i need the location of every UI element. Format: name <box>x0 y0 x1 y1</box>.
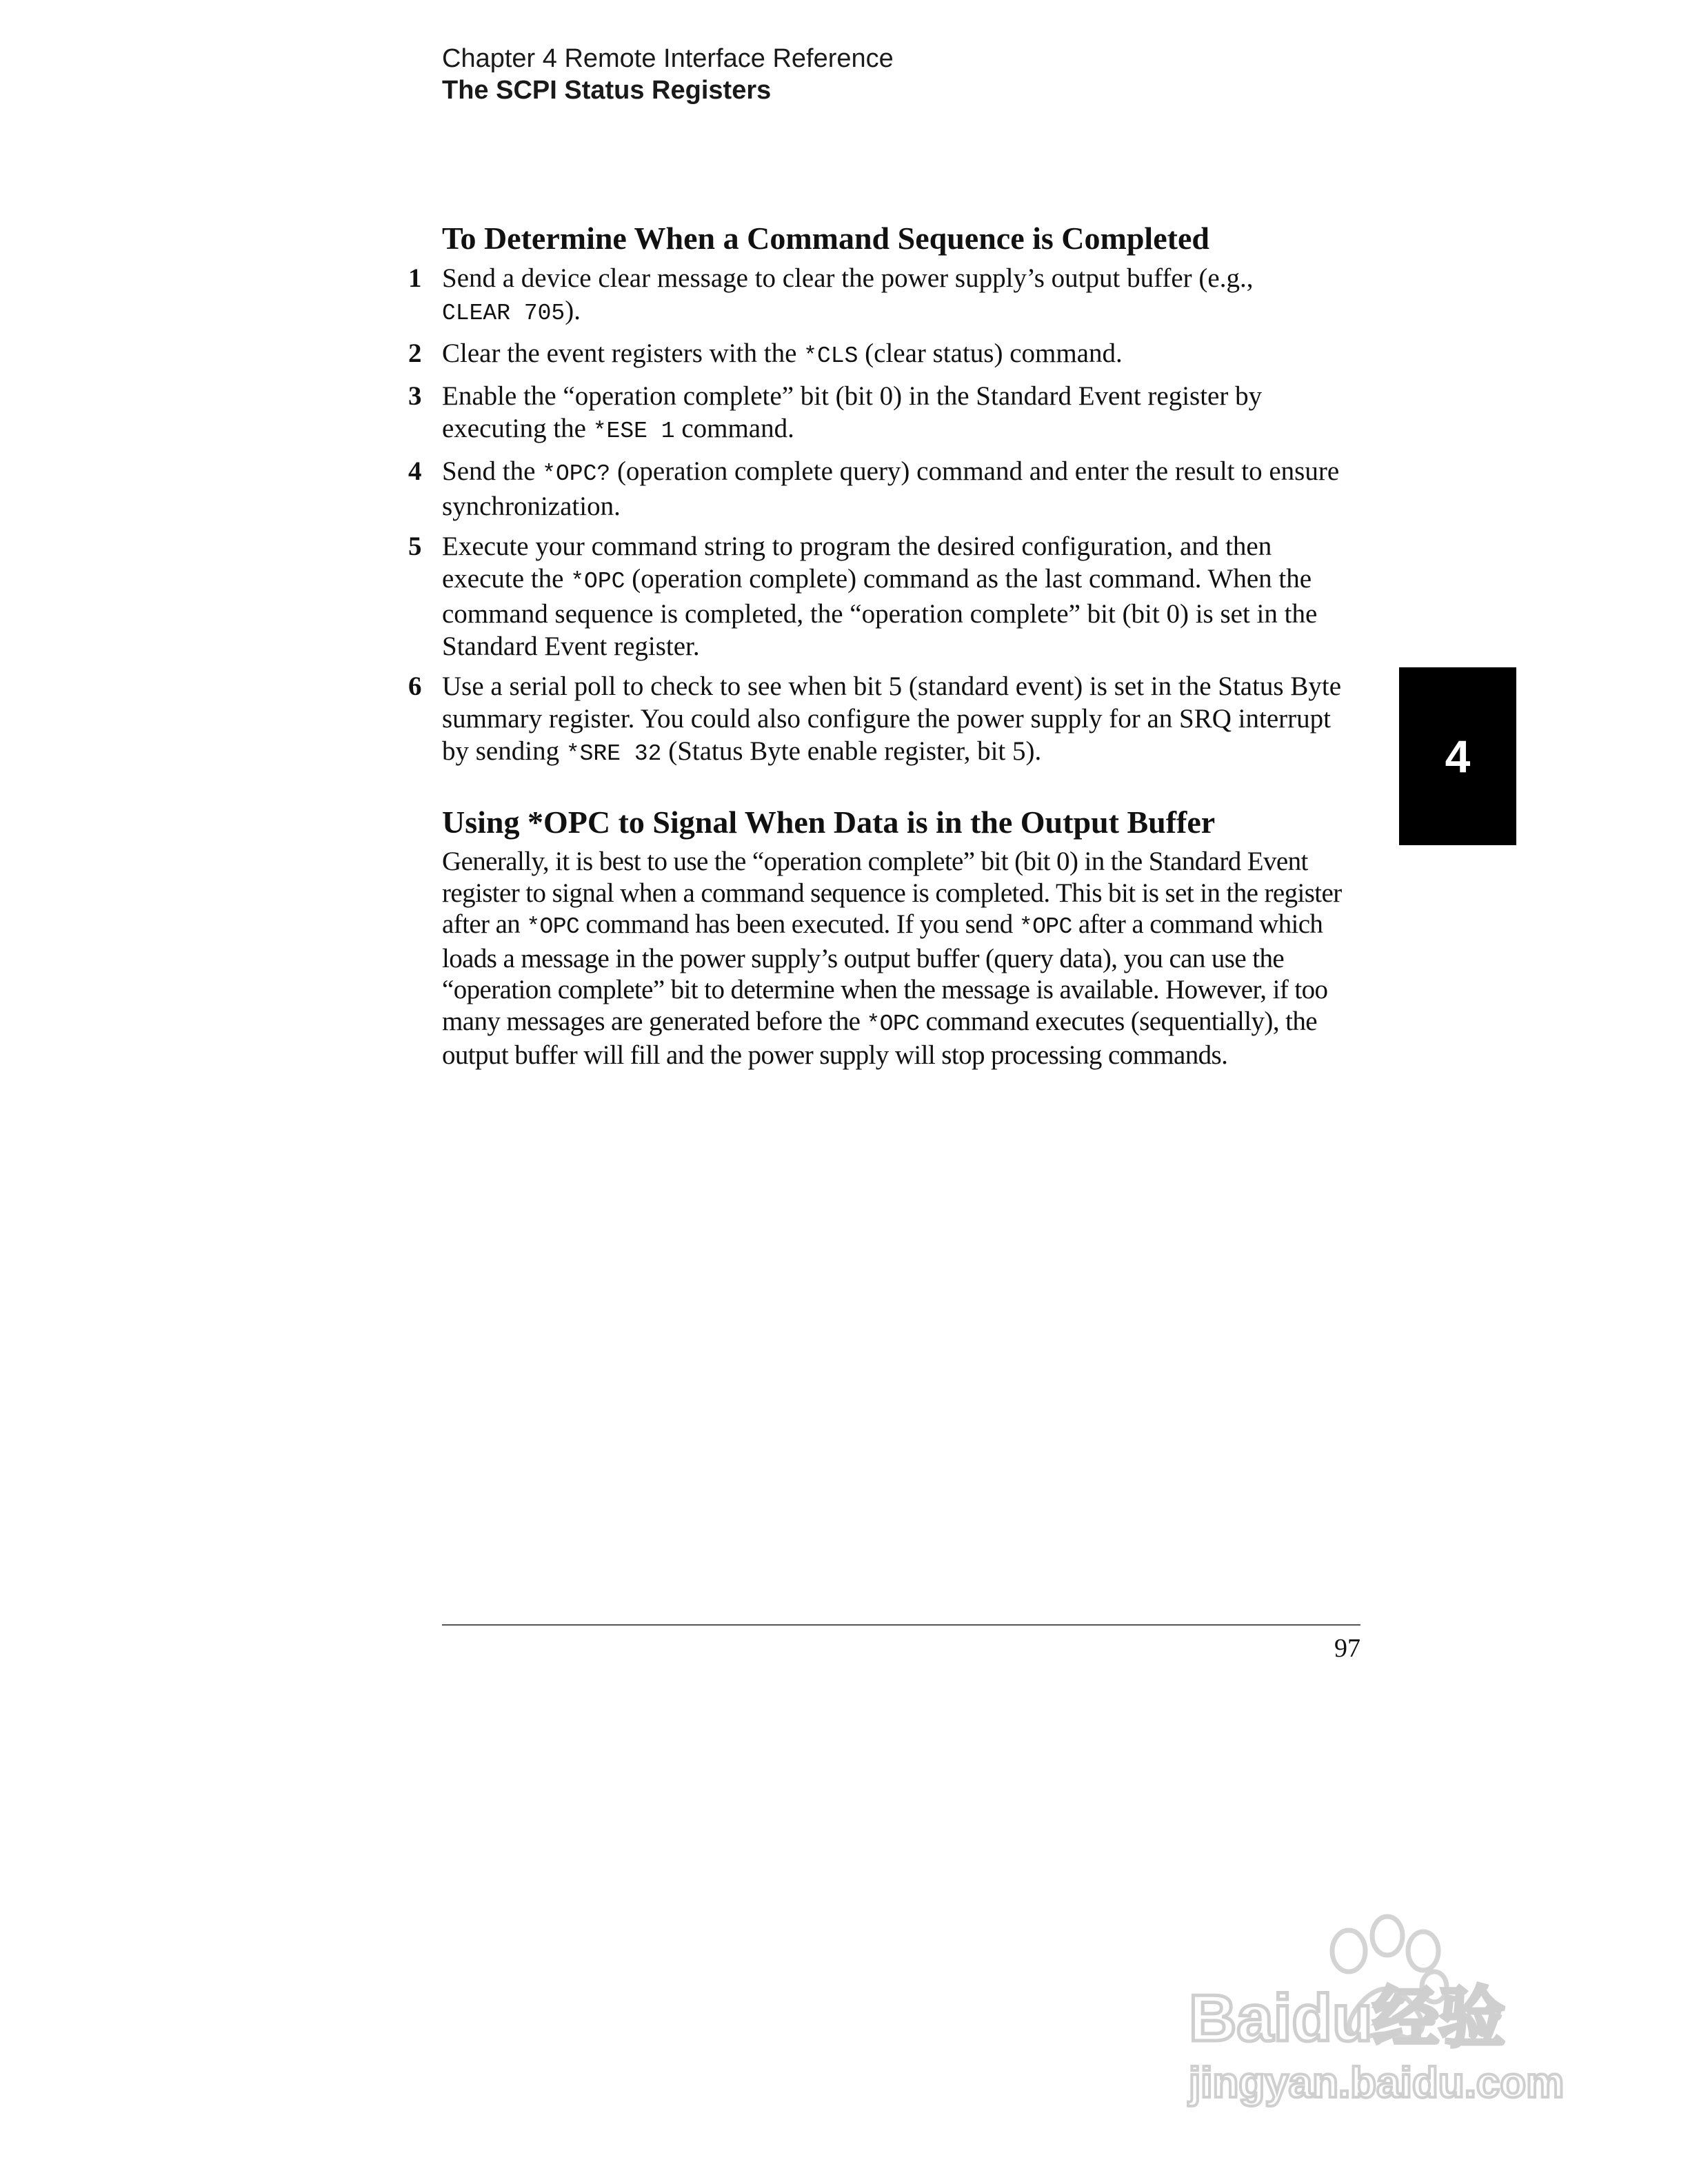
section2-title: Using *OPC to Signal When Data is in the Output Buffer <box>442 805 1216 840</box>
watermark-url: jingyan.baidu.com <box>1189 2059 1565 2107</box>
paragraph-text: command has been executed. If you send <box>579 909 1019 939</box>
step-5 <box>408 530 1359 663</box>
step-code: *ESE 1 <box>592 418 675 444</box>
inline-code: *OPC <box>1018 914 1072 940</box>
page-number: 97 <box>1334 1634 1360 1663</box>
step-number: 1 <box>408 263 422 293</box>
paragraph-text: after a command which loads a message in the power supply’s output buffer (query data), you can use the “operation complete” bit to determine when the message is available. However, if too many messages are generated before the <box>442 909 1328 1036</box>
steps-list <box>408 262 1359 770</box>
paragraph-text: command executes (sequentially), the output buffer will fill and the power supply will stop processing commands. <box>442 1006 1317 1070</box>
chapter-heading: Chapter 4 Remote Interface Reference <box>442 44 894 73</box>
step-text: (operation complete) command as the last command. When the command sequence is completed, the “operation complete” bit (bit 0) is set in the Standard Event register. <box>442 564 1318 661</box>
step-code: CLEAR 705 <box>442 301 565 326</box>
step-text: Clear the event registers with the <box>442 338 804 368</box>
step-number: 6 <box>408 671 422 701</box>
step-2 <box>408 337 1359 372</box>
step-text: Enable the “operation complete” bit (bit 0) in the Standard Event register by executing the <box>442 381 1263 443</box>
step-text: (clear status) command. <box>858 338 1123 368</box>
step-number: 2 <box>408 338 422 368</box>
baidu-watermark <box>1186 1903 1572 2110</box>
step-text: (Status Byte enable register, bit 5). <box>661 736 1042 766</box>
step-code: *CLS <box>803 343 858 369</box>
step-text: Execute your command string to program the desired configuration, and then execute the <box>442 532 1272 594</box>
step-text: command. <box>674 414 794 443</box>
step-text: ). <box>565 296 581 325</box>
step-6 <box>408 670 1359 770</box>
section1-title: To Determine When a Command Sequence is Completed <box>442 221 1209 256</box>
page-content <box>408 219 1359 1071</box>
running-header <box>442 43 894 106</box>
step-number: 4 <box>408 456 422 486</box>
step-text: Use a serial poll to check to see when bit 5 (standard event) is set in the Status Byte summary register. You could also configure the power supply for an SRQ interrupt by sending <box>442 671 1342 766</box>
watermark-brand: Baidu经验 <box>1189 1981 1505 2055</box>
step-1 <box>408 262 1359 330</box>
step-code: *SRE 32 <box>565 741 662 767</box>
chapter-tab-number: 4 <box>1445 731 1471 782</box>
step-text: (operation complete query) command and enter the result to ensure synchronization. <box>442 456 1340 521</box>
chapter-tab <box>1399 667 1516 845</box>
inline-code: *OPC <box>526 914 580 940</box>
inline-code: *OPC <box>866 1011 920 1037</box>
body-paragraph <box>442 846 1359 1071</box>
step-number: 5 <box>408 532 422 561</box>
step-3 <box>408 380 1359 447</box>
step-code: *OPC <box>570 569 625 594</box>
step-text: Send a device clear message to clear the power supply’s output buffer (e.g., <box>442 263 1254 293</box>
paragraph-text: Generally, it is best to use the “operation complete” bit (bit 0) in the Standard Event register to signal when a command sequence is completed. This bit is set in the register after an <box>442 847 1342 939</box>
step-code: *OPC? <box>542 461 611 487</box>
step-4 <box>408 455 1359 523</box>
section-heading: The SCPI Status Registers <box>442 76 772 105</box>
footer-rule <box>442 1624 1360 1626</box>
step-text: Send the <box>442 456 543 486</box>
step-number: 3 <box>408 381 422 411</box>
